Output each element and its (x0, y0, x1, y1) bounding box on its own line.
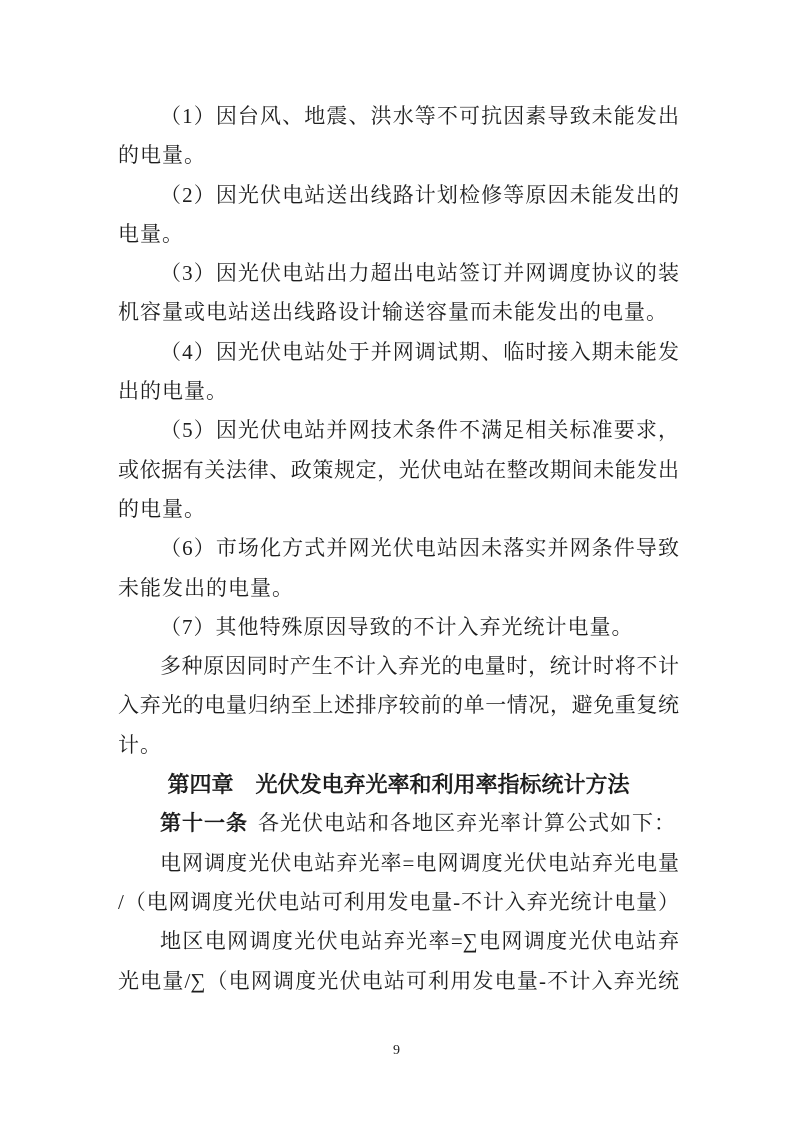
formula-line: /（电网调度光伏电站可利用发电量-不计入弃光统计电量） (118, 889, 679, 914)
paragraph-line: 或依据有关法律、政策规定，光伏电站在整改期间未能发出 (118, 457, 679, 482)
paragraph-line: 计。 (118, 732, 162, 757)
formula-line: 地区电网调度光伏电站弃光率=∑电网调度光伏电站弃 (160, 929, 679, 954)
paragraph-line: （2）因光伏电站送出线路计划检修等原因未能发出的 (160, 182, 679, 207)
page-number: 9 (393, 1043, 400, 1058)
paragraph-line: 入弃光的电量归纳至上述排序较前的单一情况，避免重复统 (118, 693, 679, 718)
paragraph-line: 出的电量。 (118, 379, 228, 404)
chapter-heading: 第四章 光伏发电弃光率和利用率指标统计方法 (167, 772, 630, 798)
article-number: 第十一条 (160, 812, 248, 836)
article-text: 各光伏电站和各地区弃光率计算公式如下： (258, 811, 676, 836)
paragraph-line: 机容量或电站送出线路设计输送容量而未能发出的电量。 (118, 300, 668, 325)
paragraph-line: （1）因台风、地震、洪水等不可抗因素导致未能发出 (160, 104, 679, 128)
paragraph-line: （7）其他特殊原因导致的不计入弃光统计电量。 (160, 614, 634, 639)
paragraph-line: （3）因光伏电站出力超出电站签订并网调度协议的装 (160, 261, 679, 286)
article-line (118, 804, 679, 843)
paragraph-line: 电量。 (118, 221, 184, 246)
paragraph-line: （5）因光伏电站并网技术条件不满足相关标准要求， (160, 418, 679, 443)
paragraph-line: 多种原因同时产生不计入弃光的电量时，统计时将不计 (160, 654, 679, 679)
paragraph-line: 未能发出的电量。 (118, 575, 294, 600)
paragraph-line: （6）市场化方式并网光伏电站因未落实并网条件导致 (160, 536, 679, 561)
paragraph-line: 的电量。 (118, 143, 206, 168)
formula-line: 电网调度光伏电站弃光率=电网调度光伏电站弃光电量 (160, 850, 679, 875)
paragraph-line: （4）因光伏电站处于并网调试期、临时接入期未能发 (160, 339, 679, 364)
formula-line: 光电量/∑（电网调度光伏电站可利用发电量-不计入弃光统 (118, 968, 679, 993)
document-body (118, 97, 679, 1001)
paragraph-line: 的电量。 (118, 496, 206, 521)
